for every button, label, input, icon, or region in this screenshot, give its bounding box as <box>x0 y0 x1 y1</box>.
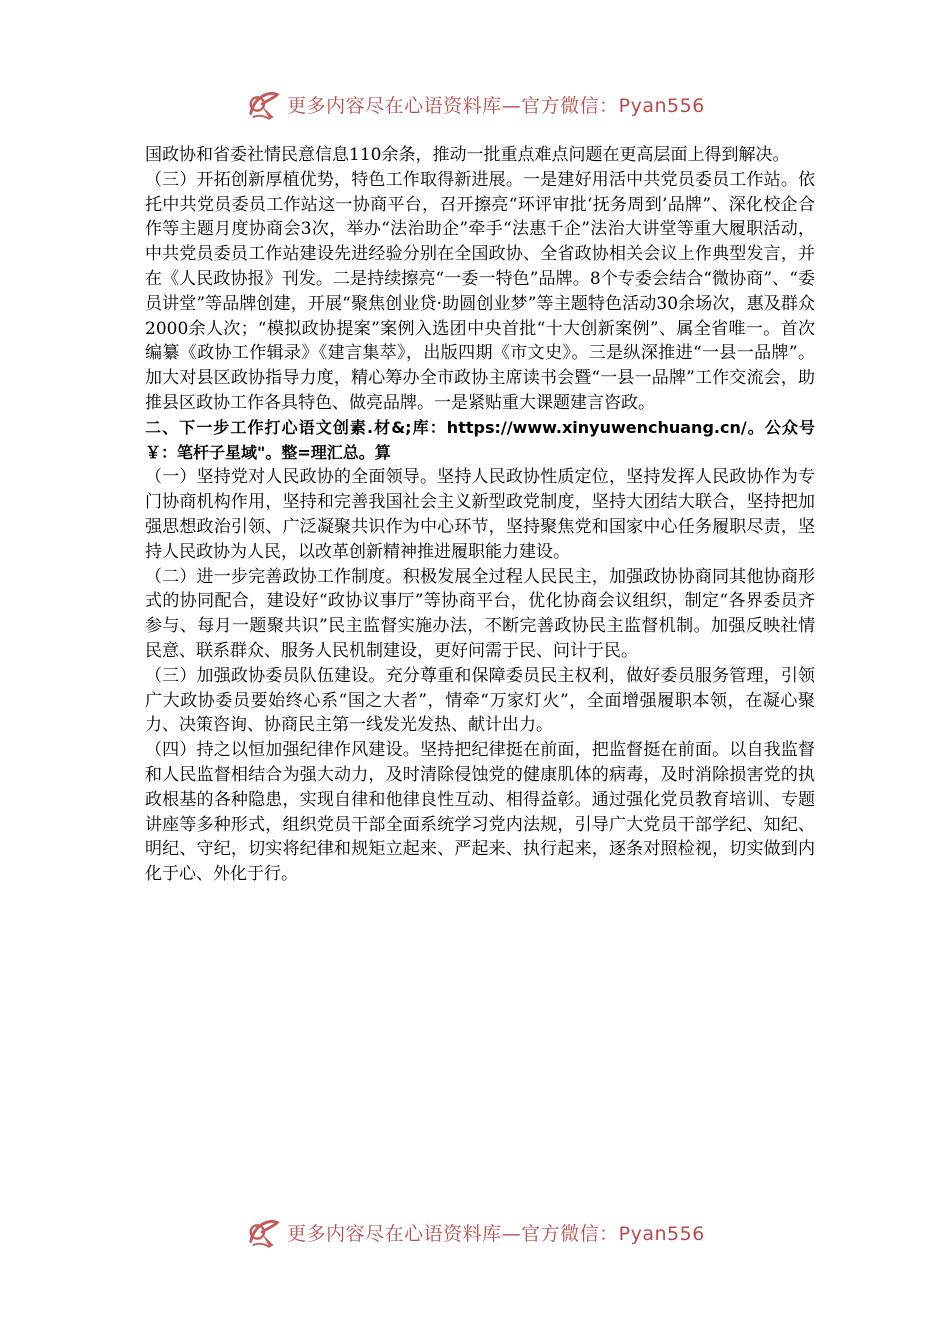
header-banner <box>0 80 950 128</box>
banner-text: 更多内容尽在心语资料库—官方微信：Pyan556 <box>287 1222 705 1245</box>
paragraph: （四）持之以恒加强纪律作风建设。坚持把纪律挺在前面，把监督挺在前面。以自我监督和人民监督相结合为强大动力，及时清除侵蚀党的健康肌体的病毒，及时消除损害党的执政根基的各种隐患，实现自律和他律良性互动、相得益彰。通过强化党员教育培训、专题讲座等多种形式，组织党员干部全面系统学习党内法规，引导广大党员干部学纪、知纪、明纪、守纪，切实将纪律和规矩立起来、严起来、执行起来，逐条对照检视，切实做到内化于心、外化于行。 <box>145 740 815 885</box>
paragraph: （三）加强政协委员队伍建设。充分尊重和保障委员民主权利，做好委员服务管理，引领广大政协委员要始终心系“国之大者”，情牵“万家灯火”，全面增强履职本领，在凝心聚力、决策咨询、协商民主第一线发光发热、献计出力。 <box>145 665 815 736</box>
pen-nib-logo-icon <box>245 1213 283 1251</box>
pen-nib-logo-icon <box>245 85 283 123</box>
section-heading: 二、下一步工作打心语文创素.材&;库：https://www.xinyuwenchuang.cn/。公众号￥：笔杆子星域"。整=理汇总。算 <box>145 417 815 462</box>
document-body <box>145 143 815 887</box>
paragraph: （一）坚持党对人民政协的全面领导。坚持人民政协性质定位，坚持发挥人民政协作为专门协商机构作用，坚持和完善我国社会主义新型政党制度，坚持大团结大联合，坚持把加强思想政治引领、广泛凝聚共识作为中心环节，坚持聚焦党和国家中心任务履职尽责，坚持人民政协为人民，以改革创新精神推进履职能力建设。 <box>145 467 815 562</box>
paragraph: 国政协和省委社情民意信息110余条，推动一批重点难点问题在更高层面上得到解决。 <box>145 145 790 165</box>
paragraph: （三）开拓创新厚植优势，特色工作取得新进展。一是建好用活中共党员委员工作站。依托中共党员委员工作站这一协商平台，召开擦亮“环评审批‘抚务周到’品牌”、深化校企合作等主题月度协商会3次，举办“法治助企”牵手“法惠千企”法治大讲堂等重大履职活动，中共党员委员工作站建设先进经验分别在全国政协、全省政协相关会议上作典型发言，并在《人民政协报》刊发。二是持续擦亮“一委一特色”品牌。8个专委会结合“微协商”、“委员讲堂”等品牌创建，开展“聚焦创业贷·助圆创业梦”等主题特色活动30余场次，惠及群众2000余人次；“模拟政协提案”案例入选团中央首批“十大创新案例”、属全省唯一。首次编纂《政协工作辑录》《建言集萃》，出版四期《市文史》。三是纵深推进“一县一品牌”。加大对县区政协指导力度，精心筹办全市政协主席读书会暨“一县一品牌”工作交流会，助推县区政协工作各具特色、做亮品牌。一是紧贴重大课题建言咨政。 <box>145 169 815 413</box>
footer-banner <box>0 1208 950 1256</box>
banner-text: 更多内容尽在心语资料库—官方微信：Pyan556 <box>287 94 705 117</box>
paragraph: （二）进一步完善政协工作制度。积极发展全过程人民民主，加强政协协商同其他协商形式的协同配合，建设好“政协议事厅”等协商平台，优化协商会议组织，制定“各界委员齐参与、每月一题聚共识”民主监督实施办法，不断完善政协民主监督机制。加强反映社情民意、联系群众、服务人民机制建设，更好问需于民、问计于民。 <box>145 566 815 661</box>
